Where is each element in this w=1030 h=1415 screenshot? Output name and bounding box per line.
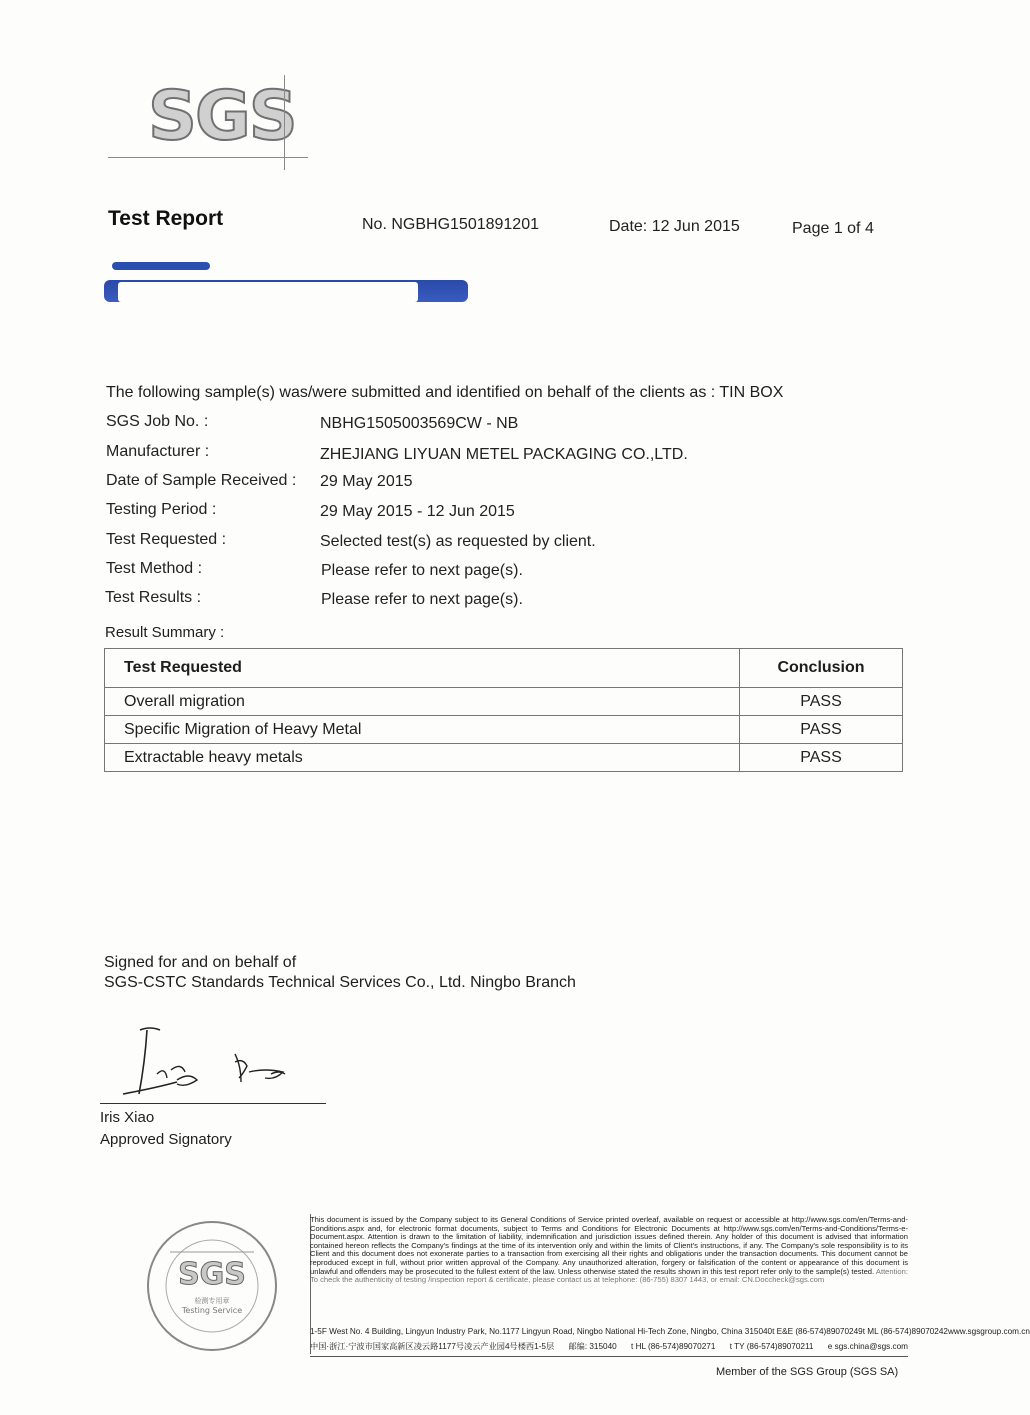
field-label: Test Method : (106, 560, 203, 577)
redaction-mark (112, 262, 210, 270)
phone-hl: t HL (86-574)89070271 (631, 1342, 716, 1351)
table-row (105, 688, 903, 716)
table-header-row (105, 649, 903, 688)
sgs-logo (108, 75, 308, 170)
logo-divider (284, 75, 285, 170)
seal-center-text: SGS (178, 1257, 246, 1292)
signatory-name: Iris Xiao (100, 1109, 155, 1126)
company-seal (140, 1212, 310, 1362)
redaction-mask (118, 282, 418, 302)
footer-rule (310, 1356, 908, 1357)
address-en-row (310, 1324, 1030, 1339)
column-header-test: Test Requested (105, 649, 740, 688)
page-number: Page 1 of 4 (792, 220, 874, 237)
conclusion-cell: PASS (740, 744, 903, 772)
intro-text: The following sample(s) was/were submitted and identified on behalf of the clients as : TIN BOX (106, 384, 784, 401)
report-date: Date: 12 Jun 2015 (609, 218, 740, 235)
seal-line1: 检测专用章 (194, 1297, 230, 1305)
postcode-cn: 邮编: 315040 (568, 1342, 617, 1351)
report-number: No. NGBHG1501891201 (362, 216, 539, 233)
field-value: 29 May 2015 (320, 473, 413, 490)
signing-company: SGS-CSTC Standards Technical Services Co., Ltd. Ningbo Branch (104, 974, 576, 991)
field-value: NBHG1505003569CW - NB (320, 415, 519, 432)
table-row (105, 744, 903, 772)
field-label: Date of Sample Received : (106, 472, 297, 489)
test-name-cell: Extractable heavy metals (105, 744, 740, 772)
address-cn: 中国·浙江·宁波市国家高新区凌云路1177号凌云产业园4号楼西1-5层 (310, 1342, 555, 1351)
test-name-cell: Overall migration (105, 688, 740, 716)
authenticity-notice: Attention: To check the authenticity of testing /inspection report & certificate, please contact us at telephone: (86-755) 8307 1443, or email: CN.Doccheck@sgs.com (310, 1266, 908, 1285)
table-row (105, 716, 903, 744)
disclaimer-body: This document is issued by the Company subject to its General Conditions of Service printed overleaf, available on request or accessible at http://www.sgs.com/en/Terms-and-Conditions.aspx and, for electronic format documents, subject to Terms and Conditions for Electronic Documents at http://www.sgs.com/en/Terms-and-Conditions/Terms-e-Document.aspx. Attention is drawn to the limitation of liability, indemnification and jurisdiction issues defined therein. Any holder of this document is advised that information contained hereon reflects the Company's findings at the time of its intervention only and within the limits of Client's instructions, if any. The Company's sole responsibility is to its Client and this document does not exonerate parties to a transaction from exercising all their rights and obligations under the transaction documents. This document cannot be reproduced except in full, without prior written approval of the Company. Any unauthorized alteration, forgery or falsification of the content or appearance of this document is unlawful and offenders may be prosecuted to the fullest extent of the law. Unless otherwise stated the results shown in this test report refer only to the sample(s) tested. (310, 1215, 908, 1276)
email: e sgs.china@sgs.com (827, 1342, 908, 1351)
field-value: Please refer to next page(s). (321, 562, 523, 579)
conclusion-cell: PASS (740, 716, 903, 744)
conclusion-cell: PASS (740, 688, 903, 716)
handwritten-signature (115, 1022, 315, 1102)
logo-underline (108, 157, 308, 158)
result-summary-label: Result Summary : (105, 624, 225, 641)
address-en: 1-5F West No. 4 Building, Lingyun Industry Park, No.1177 Lingyun Road, Ningbo National Hi-Tech Zone, Ningbo, China 315040 (310, 1327, 773, 1336)
field-label: SGS Job No. : (106, 413, 209, 430)
signed-on-behalf: Signed for and on behalf of (104, 954, 297, 971)
field-value: Please refer to next page(s). (321, 591, 523, 608)
disclaimer-text (310, 1216, 908, 1285)
field-label: Test Results : (105, 589, 202, 606)
website: www.sgsgroup.com.cn (947, 1327, 1030, 1336)
sgs-logo-text: SGS (148, 77, 296, 156)
phone-ml: t ML (86-574)89070242 (862, 1327, 948, 1336)
field-label: Test Requested : (106, 531, 227, 548)
field-label: Testing Period : (106, 501, 217, 518)
address-cn-row (310, 1339, 908, 1354)
field-value: ZHEJIANG LIYUAN METEL PACKAGING CO.,LTD. (320, 446, 688, 463)
phone-ty: t TY (86-574)89070211 (729, 1342, 814, 1351)
address-block (310, 1324, 1030, 1354)
result-summary-table (104, 648, 903, 772)
signatory-role: Approved Signatory (100, 1131, 232, 1148)
sgs-group-member: Member of the SGS Group (SGS SA) (716, 1366, 899, 1378)
field-label: Manufacturer : (106, 443, 210, 460)
field-value: Selected test(s) as requested by client. (320, 533, 596, 550)
field-value: 29 May 2015 - 12 Jun 2015 (320, 503, 515, 520)
seal-line2: Testing Service (181, 1306, 243, 1315)
report-title: Test Report (108, 207, 224, 230)
column-header-conclusion: Conclusion (740, 649, 903, 688)
phone-ee: t E&E (86-574)89070249 (772, 1327, 863, 1336)
signature-line (100, 1103, 326, 1104)
test-name-cell: Specific Migration of Heavy Metal (105, 716, 740, 744)
